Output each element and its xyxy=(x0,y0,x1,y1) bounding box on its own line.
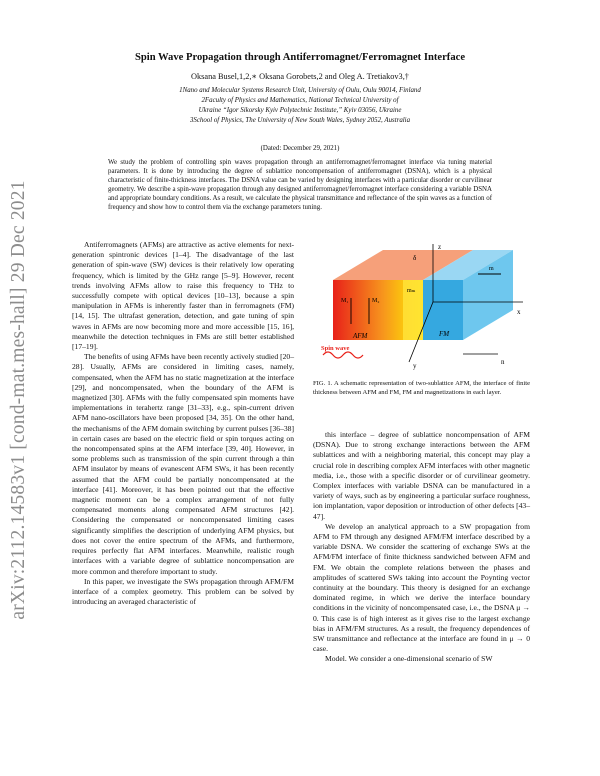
paper-title: Spin Wave Propagation through Antiferromagnet/Ferromagnet Interface xyxy=(134,52,466,63)
y-label: y xyxy=(413,362,417,370)
arxiv-id-text: arXiv:2112.14583v1 [cond-mat.mes-hall] 29 Dec 2021 xyxy=(8,180,29,620)
paragraph: The benefits of using AFMs have been recently actively studied [20–28]. Usually, AFMs are considered in limiting cases, namely, compensated, when the AFM has no static magnetization at the interface [29], and noncompensated, when the boundary of the AFM is magnetized [30]. AFMs with the fully compensated spin moments have implementations in terahertz range [31–33], e.g., spin-current driven AFM nano-oscillators have been proposed [34, 35]. On the other hand, the mechanisms of the AFM domain switching by current pulses [36–38] in certain cases are based on the electric field or spin torques acting on the noncompensated spins at the AFM interface [39, 40]. However, in some problems such as transmission of the spin current through a thin AFM insulator by means of evanescent AFM SWs, it has been recently assumed that the AFM could be partially noncompensated at the interface [41]. Moreover, it has been pointed out that the effective magnetic moment can be a complex arrangement of not fully compensated moments along compensated AFM structures [42]. Considering the compensated or noncompensated limiting cases significantly simplifies the description of underlying AFM physics, but does not cover the entire spectrum of the AFMs, and furthermore, requires perfectly flat AFM interfaces. Meanwhile, realistic rough interfaces with a variable degree of sublattice noncompensation are more common and therefore important to study. xyxy=(72,352,294,576)
affiliation-3: 3School of Physics, The University of New South Wales, Sydney 2052, Australia xyxy=(189,117,411,124)
authors: Oksana Busel,1,2,∗ Oksana Gorobets,2 and Oleg A. Tretiakov3,† xyxy=(191,72,409,81)
m-label: m xyxy=(489,266,494,272)
paragraph: In this paper, we investigate the SWs propagation through AFM/FM interface of a complex geometry. This problem can be solved by introducing an averaged characteristic of xyxy=(72,576,294,607)
left-column xyxy=(72,240,294,607)
mm-label: mₘ xyxy=(407,288,416,294)
z-label: z xyxy=(438,243,442,251)
spin-wave-curve xyxy=(323,352,363,358)
abstract: We study the problem of controlling spin waves propagation through an antiferromagnet/ferromagnet interface via tuning material parameters. It is done by introducing the degree of sublattice noncompensation of antiferromagnet (DSNA), which is a physical characteristic of finite-thickness interfaces. The DSNA value can be varied by designing interfaces with a particular disorder or curvilinear geometry. We describe a spin-wave propagation through any designed antiferromagnet/ferromagnet interface considering a variable DSNA and appropriate boundary conditions. As a result, we calculate the physical transmittance and reflectance of the spin waves as a function of frequency and show how to control them via the exchange parameters tuning. xyxy=(108,159,492,212)
n-label: n xyxy=(501,358,505,366)
figure-1-diagram xyxy=(313,240,530,372)
figure-caption: FIG. 1. A schematic representation of two-sublattice AFM, the interface of finite thickness between AFM and FM, FM and magnetizations in each layer. xyxy=(313,380,530,396)
afm-label: AFM xyxy=(353,332,368,340)
paragraph: Antiferromagnets (AFMs) are attractive as active elements for next-generation spintronic devices [1–4]. The disadvantage of the last generation of spin-wave (SW) devices is their relatively low operating frequency, which is limited by the GHz range [5–9]. However, recent trends involving AFMs allow to raise this frequency to THz to successfully compete with optical devices [10–13], because a spin manipulation in AFMs is inherently faster than in ferromagnets (FM) [14, 15]. The ultrafast generation, detection, and gate tuning of spin waves in AFMs are now becoming more and more accessible [15, 16], meanwhile the detection techniques in FMs are still better established [17–19]. xyxy=(72,240,294,352)
dated: (Dated: December 29, 2021) xyxy=(260,145,340,152)
arxiv-identifier xyxy=(4,120,34,680)
spin-wave-label: Spin wave xyxy=(321,345,350,352)
paragraph: this interface – degree of sublattice noncompensation of AFM (DSNA). Due to strong exchange interactions between the AFM sublattices and with a neighboring material, this concept may play a crucial role in describing complex AFM interfaces with other magnetic media, i.e., those with a specific disorder or of curvilinear geometry. Complex interfaces with variable DSNA can be manufactured in a variety of ways, such as by engineering a particular surface roughness, ion implantation, vapor deposition or introduction of other defects [43–47]. xyxy=(313,430,530,521)
paragraph: Model. We consider a one-dimensional scenario of SW xyxy=(325,654,493,664)
m2-label: M₂ xyxy=(372,298,380,304)
m1-label: M₁ xyxy=(341,298,349,304)
affiliation-2: 2Faculty of Physics and Mathematics, National Technical University of xyxy=(201,97,399,104)
affiliation-1: 1Nano and Molecular Systems Research Unit, University of Oulu, Oulu 90014, Finland xyxy=(179,87,421,94)
delta-label: δ xyxy=(413,254,417,262)
paragraph: We develop an analytical approach to a SW propagation from AFM to FM through any designed AFM/FM interface described by a variable DSNA. We consider the scattering of exchange SWs at the AFM/FM interface of finite thickness sandwiched between AFM and FM. We obtain the complete relations between the phases and amplitudes of scattered SWs taking into account the Poynting vector continuity at the boundary. This theory is designed for an exchange dominated regime, in which we derive the interface boundary conditions in the vicinity of noncompensated case, i.e., the DSNA μ → 0. This case is of high interest as it gives rise to the largest exchange bias in AFM/FM structures. As a result, the frequency dependences of SW transmittance and reflectance at the interface are found in μ → 0 case. xyxy=(313,521,530,654)
right-column xyxy=(313,430,530,665)
fm-label: FM xyxy=(439,330,450,338)
x-label: x xyxy=(517,308,521,316)
affiliation-2b: Ukraine “Igor Sikorsky Kyiv Polytechnic Institute,” Kyiv 03056, Ukraine xyxy=(198,107,402,114)
